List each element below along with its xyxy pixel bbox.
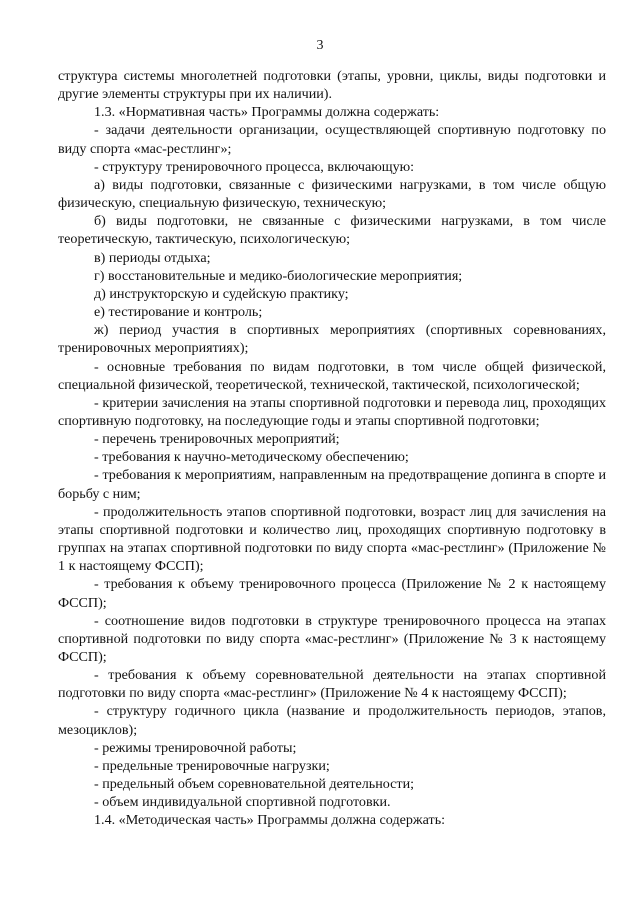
- list-item: е) тестирование и контроль;: [94, 304, 263, 321]
- list-item: г) восстановительные и медико-биологические мероприятия;: [94, 267, 463, 284]
- list-item: - структуру годичного цикла (название и продолжительность периодов, этапов, мезоциклов);: [58, 703, 606, 738]
- list-item: б) виды подготовки, не связанные с физическими нагрузками, в том числе теоретическую, тактическую, психологическую;: [58, 213, 606, 248]
- list-item: - требования к объему соревновательной деятельности на этапах спортивной подготовки по виду спорта «мас-рестлинг» (Приложение № 4 к настоящему ФССП);: [58, 667, 606, 702]
- list-item: - продолжительность этапов спортивной подготовки, возраст лиц для зачисления на этапы спортивной подготовки и количество лиц, проходящих спортивную подготовку в группах на этапах спортивной подготовки по виду спорта «мас-рестлинг» (Приложение № 1 к настоящему ФССП);: [58, 503, 606, 575]
- list-item: а) виды подготовки, связанные с физическими нагрузками, в том числе общую физическую, специальную физическую, техническую;: [58, 176, 606, 212]
- list-item: - предельный объем соревновательной деятельности;: [94, 776, 415, 793]
- list-item: - требования к мероприятиям, направленным на предотвращение допинга в спорте и борьбу с ним;: [58, 467, 606, 502]
- list-item: - соотношение видов подготовки в структуре тренировочного процесса на этапах спортивной подготовки по виду спорта «мас-рестлинг» (Приложение № 3 к настоящему ФССП);: [58, 612, 606, 665]
- list-item: - задачи деятельности организации, осуществляющей спортивную подготовку по виду спорта «мас-рестлинг»;: [58, 122, 606, 157]
- page-number: 3: [316, 38, 324, 53]
- list-item: - режимы тренировочной работы;: [94, 739, 297, 756]
- list-item: - объем индивидуальной спортивной подготовки.: [94, 794, 391, 811]
- list-item: - требования к объему тренировочного процесса (Приложение № 2 к настоящему ФССП);: [58, 576, 606, 611]
- list-item: - предельные тренировочные нагрузки;: [94, 757, 330, 774]
- list-item: ж) период участия в спортивных мероприятиях (спортивных соревнованиях, тренировочных мероприятиях);: [58, 322, 606, 357]
- list-item: - требования к научно-методическому обеспечению;: [94, 449, 409, 466]
- list-item: - структуру тренировочного процесса, включающую:: [94, 158, 415, 175]
- list-item: - критерии зачисления на этапы спортивной подготовки и перевода лиц, проходящих спортивную подготовку, на последующие годы и этапы спортивной подготовки;: [58, 394, 606, 429]
- section-heading-1-4: 1.4. «Методическая часть» Программы должна содержать:: [94, 812, 446, 829]
- list-item: в) периоды отдыха;: [94, 249, 211, 266]
- section-heading-1-3: 1.3. «Нормативная часть» Программы должна содержать:: [94, 104, 440, 121]
- list-item: - перечень тренировочных мероприятий;: [94, 431, 340, 448]
- document-body: [58, 67, 606, 830]
- list-item: - основные требования по видам подготовки, в том числе общей физической, специальной физической, теоретической, технической, тактической, психологической;: [58, 358, 606, 393]
- paragraph-continuation: структура системы многолетней подготовки (этапы, уровни, циклы, виды подготовки и другие элементы структуры при их наличии).: [58, 68, 606, 103]
- list-item: д) инструкторскую и судейскую практику;: [94, 285, 349, 302]
